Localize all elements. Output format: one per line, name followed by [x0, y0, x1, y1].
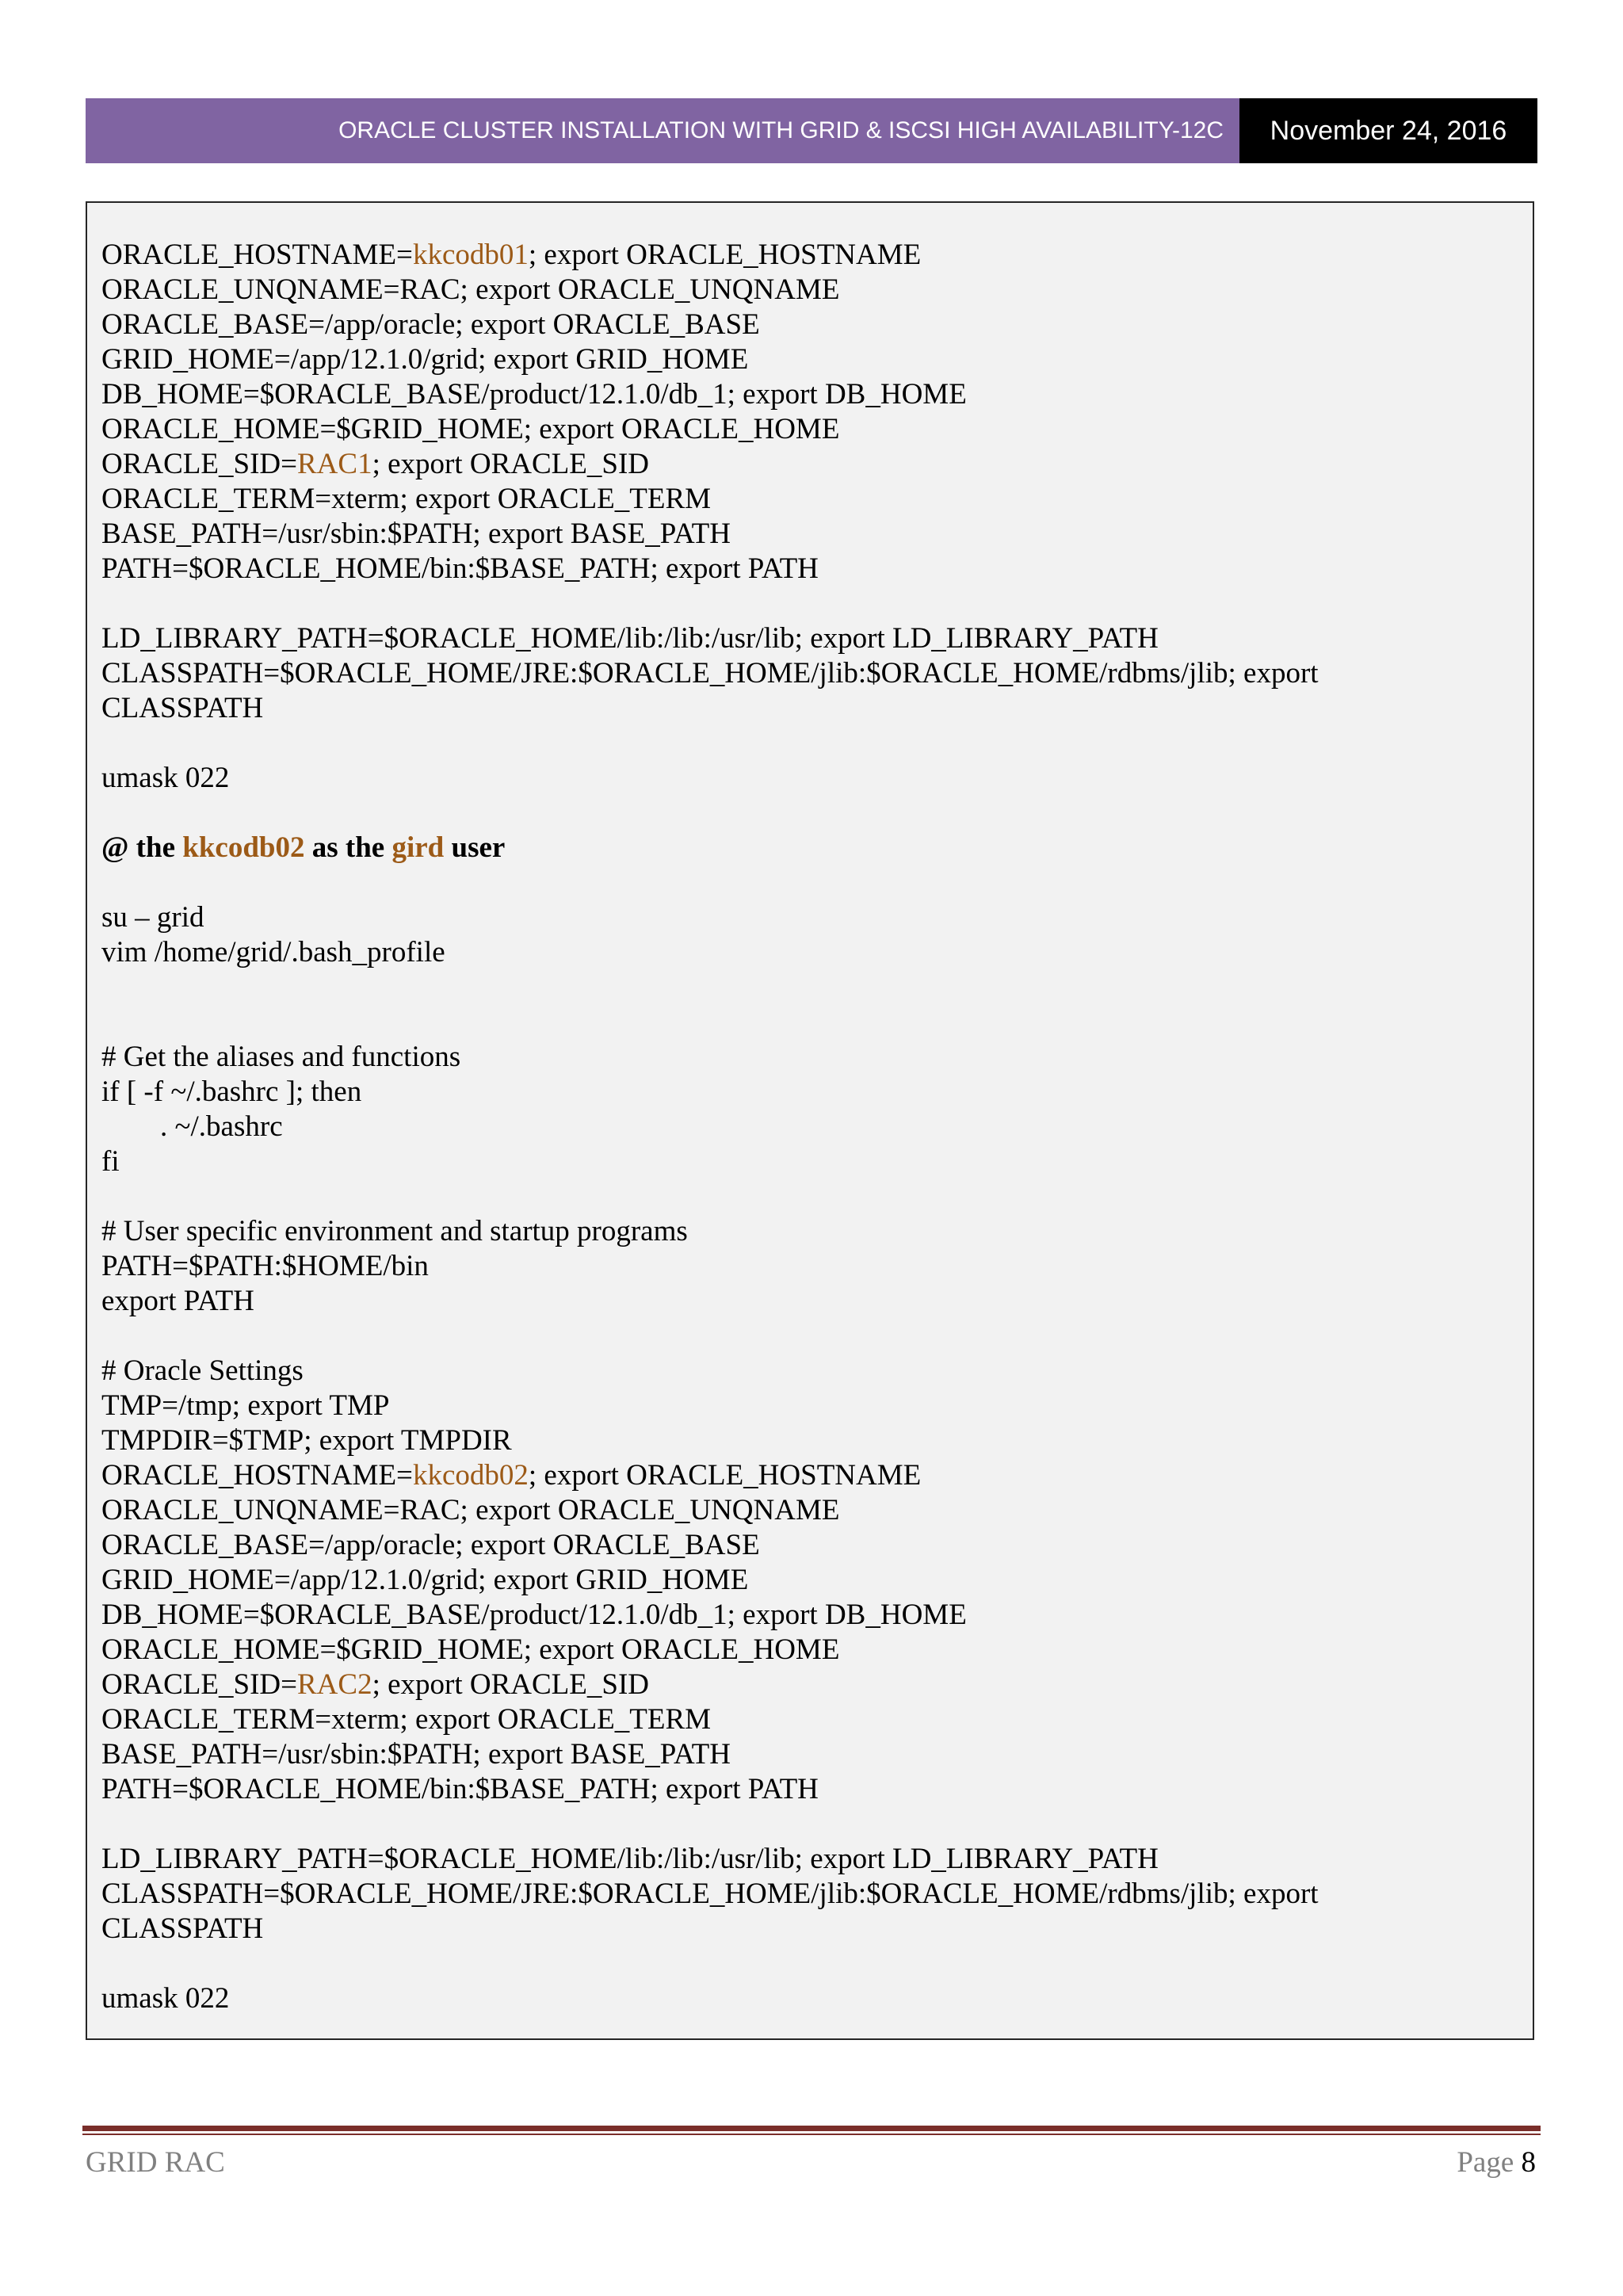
header-date: November 24, 2016 [1239, 98, 1537, 163]
code-text: BASE_PATH=/usr/sbin:$PATH; export BASE_PATH [101, 1738, 731, 1771]
code-text: fi [101, 1145, 120, 1178]
code-text: user [444, 831, 506, 864]
code-line [101, 1912, 1512, 1946]
code-text: if [ -f ~/.bashrc ]; then [101, 1075, 362, 1108]
page-number: 8 [1521, 2146, 1536, 2179]
code-text: LD_LIBRARY_PATH=$ORACLE_HOME/lib:/lib:/usr/lib; export LD_LIBRARY_PATH [101, 1843, 1159, 1875]
code-text: umask 022 [101, 1982, 230, 2015]
code-line [101, 1598, 1512, 1633]
code-line [101, 1284, 1512, 1319]
code-text: ; export ORACLE_SID [372, 1668, 650, 1701]
code-line [101, 831, 1512, 865]
code-lines [101, 238, 1512, 2016]
code-text: ORACLE_HOME=$GRID_HOME; export ORACLE_HOME [101, 1633, 840, 1666]
code-line-blank [101, 1319, 1512, 1354]
code-line [101, 761, 1512, 796]
code-highlight: kkcodb01 [412, 239, 529, 271]
code-text: ORACLE_TERM=xterm; export ORACLE_TERM [101, 483, 712, 515]
code-line [101, 935, 1512, 970]
footer-divider [82, 2126, 1541, 2131]
code-text: ; export ORACLE_HOSTNAME [528, 1459, 922, 1492]
code-line [101, 1144, 1512, 1179]
code-text: BASE_PATH=/usr/sbin:$PATH; export BASE_PATH [101, 518, 731, 550]
code-line [101, 1877, 1512, 1912]
code-line-blank [101, 1807, 1512, 1842]
code-text: # Oracle Settings [101, 1354, 304, 1387]
code-line [101, 342, 1512, 377]
code-line [101, 1493, 1512, 1528]
code-text: ORACLE_TERM=xterm; export ORACLE_TERM [101, 1703, 712, 1736]
code-text: ORACLE_SID= [101, 448, 297, 480]
code-text: TMP=/tmp; export TMP [101, 1389, 390, 1422]
code-text: ORACLE_HOSTNAME= [101, 1459, 413, 1492]
code-line-blank [101, 1946, 1512, 1981]
code-block [86, 201, 1534, 2040]
code-text: ORACLE_HOME=$GRID_HOME; export ORACLE_HOME [101, 413, 840, 445]
code-line [101, 1842, 1512, 1877]
document-title: ORACLE CLUSTER INSTALLATION WITH GRID & ISCSI HIGH AVAILABILITY-12C [338, 117, 1224, 143]
code-highlight: kkcodb02 [412, 1459, 529, 1492]
code-line [101, 517, 1512, 552]
code-line [101, 1389, 1512, 1423]
code-text: CLASSPATH [101, 1912, 264, 1945]
footer-divider-thin [82, 2134, 1541, 2135]
code-text: PATH=$ORACLE_HOME/bin:$BASE_PATH; export PATH [101, 1773, 819, 1805]
code-line [101, 308, 1512, 342]
code-highlight: RAC2 [297, 1668, 372, 1701]
code-line [101, 1110, 1512, 1144]
code-line [101, 1458, 1512, 1493]
code-text: umask 022 [101, 762, 230, 794]
code-text: @ the [101, 831, 183, 864]
code-line-blank [101, 970, 1512, 1005]
code-text: GRID_HOME=/app/12.1.0/grid; export GRID_HOME [101, 343, 749, 376]
code-line-blank [101, 1179, 1512, 1214]
code-text: ; export ORACLE_HOSTNAME [528, 239, 922, 271]
code-line [101, 447, 1512, 482]
code-line [101, 900, 1512, 935]
code-line-blank [101, 1005, 1512, 1040]
code-line [101, 656, 1512, 691]
code-text: # Get the aliases and functions [101, 1041, 461, 1073]
code-line [101, 273, 1512, 308]
code-text: ; export ORACLE_SID [372, 448, 650, 480]
code-line [101, 1528, 1512, 1563]
code-text: LD_LIBRARY_PATH=$ORACLE_HOME/lib:/lib:/usr/lib; export LD_LIBRARY_PATH [101, 622, 1159, 655]
footer-document-label: GRID RAC [86, 2146, 225, 2179]
code-line [101, 1702, 1512, 1737]
code-line [101, 1772, 1512, 1807]
code-text: . ~/.bashrc [101, 1110, 283, 1143]
code-line [101, 1633, 1512, 1668]
code-line [101, 1040, 1512, 1075]
code-line-blank [101, 796, 1512, 831]
code-line-blank [101, 586, 1512, 621]
code-text: DB_HOME=$ORACLE_BASE/product/12.1.0/db_1; export DB_HOME [101, 1599, 967, 1631]
code-line [101, 1354, 1512, 1389]
code-text: CLASSPATH=$ORACLE_HOME/JRE:$ORACLE_HOME/jlib:$ORACLE_HOME/rdbms/jlib; export [101, 1878, 1319, 1910]
code-text: PATH=$ORACLE_HOME/bin:$BASE_PATH; export PATH [101, 552, 819, 585]
code-text: as the [304, 831, 392, 864]
code-text: CLASSPATH [101, 692, 264, 724]
code-text: PATH=$PATH:$HOME/bin [101, 1250, 429, 1282]
code-line [101, 1668, 1512, 1702]
code-line [101, 1981, 1512, 2016]
code-text: ORACLE_SID= [101, 1668, 297, 1701]
code-line [101, 238, 1512, 273]
code-text: vim /home/grid/.bash_profile [101, 936, 445, 968]
code-line [101, 377, 1512, 412]
code-line [101, 1737, 1512, 1772]
code-text: export PATH [101, 1285, 254, 1317]
page-number-label [1457, 2143, 1536, 2183]
code-text: ORACLE_UNQNAME=RAC; export ORACLE_UNQNAME [101, 1494, 840, 1526]
code-line-blank [101, 865, 1512, 900]
code-line [101, 691, 1512, 726]
page-label: Page [1457, 2146, 1514, 2179]
code-line [101, 552, 1512, 586]
code-highlight: kkcodb02 [182, 831, 305, 864]
code-text: ORACLE_BASE=/app/oracle; export ORACLE_BASE [101, 308, 760, 341]
code-text: GRID_HOME=/app/12.1.0/grid; export GRID_HOME [101, 1564, 749, 1596]
code-text: # User specific environment and startup programs [101, 1215, 688, 1247]
code-line [101, 621, 1512, 656]
code-line [101, 1563, 1512, 1598]
code-text: ORACLE_BASE=/app/oracle; export ORACLE_BASE [101, 1529, 760, 1561]
code-line [101, 1075, 1512, 1110]
code-highlight: gird [391, 831, 445, 864]
code-text: DB_HOME=$ORACLE_BASE/product/12.1.0/db_1; export DB_HOME [101, 378, 967, 411]
code-text: su – grid [101, 901, 204, 934]
code-text: CLASSPATH=$ORACLE_HOME/JRE:$ORACLE_HOME/jlib:$ORACLE_HOME/rdbms/jlib; export [101, 657, 1319, 690]
header-bar [86, 98, 1239, 163]
code-line [101, 412, 1512, 447]
code-line [101, 482, 1512, 517]
code-line [101, 1249, 1512, 1284]
code-line-blank [101, 726, 1512, 761]
code-line [101, 1423, 1512, 1458]
code-text: ORACLE_HOSTNAME= [101, 239, 413, 271]
code-line [101, 1214, 1512, 1249]
code-highlight: RAC1 [297, 448, 372, 480]
code-text: TMPDIR=$TMP; export TMPDIR [101, 1424, 512, 1457]
code-text: ORACLE_UNQNAME=RAC; export ORACLE_UNQNAME [101, 273, 840, 306]
